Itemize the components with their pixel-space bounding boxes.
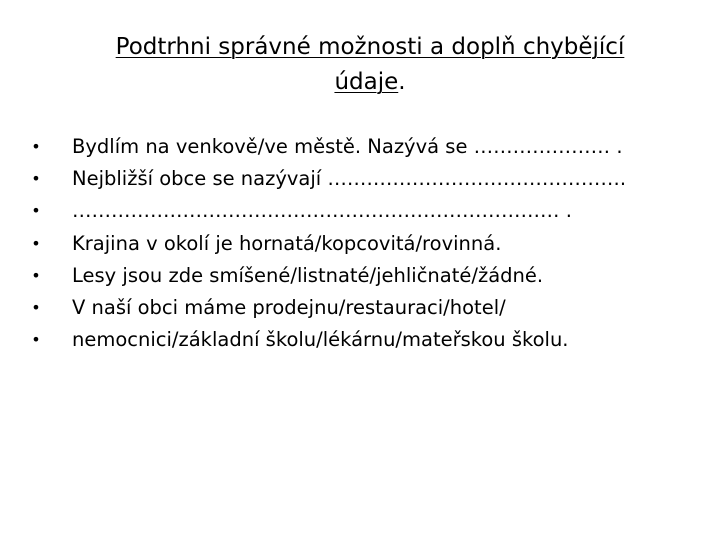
list-item-text: Lesy jsou zde smíšené/listnaté/jehličnaté/žádné. — [72, 263, 544, 287]
list-item — [28, 163, 708, 195]
title-line-2-period: . — [398, 69, 406, 95]
bullet-icon: • — [31, 233, 41, 253]
list-item-text: V naší obci máme prodejnu/restauraci/hotel/ — [72, 295, 506, 319]
bullet-icon: • — [31, 201, 41, 221]
list-item-text: Nejbližší obce se nazývají ………………………………………. — [72, 167, 627, 191]
list-item — [28, 228, 708, 260]
bullet-icon: • — [31, 169, 41, 189]
list-item-text: nemocnici/základní školu/lékárnu/mateřskou školu. — [72, 328, 569, 352]
slide-title — [60, 30, 680, 100]
title-line-1: Podtrhni správné možnosti a doplň chybějící — [115, 34, 625, 60]
list-item-text: Krajina v okolí je hornatá/kopcovitá/rovinná. — [72, 231, 502, 255]
bullet-icon: • — [31, 265, 41, 285]
bullet-icon: • — [31, 330, 41, 350]
title-line-2-underlined: údaje — [334, 69, 399, 95]
bullet-icon: • — [31, 137, 41, 156]
list-item-text: Bydlím na venkově/ve městě. Nazývá se ………………… . — [72, 135, 623, 158]
list-item — [28, 195, 708, 227]
list-item — [28, 292, 708, 324]
bullet-list — [28, 131, 708, 356]
list-item — [28, 324, 708, 356]
bullet-icon: • — [31, 297, 41, 317]
list-item — [28, 131, 708, 163]
list-item — [28, 260, 708, 292]
list-item-text: ………………………………………………………………… . — [72, 199, 572, 223]
